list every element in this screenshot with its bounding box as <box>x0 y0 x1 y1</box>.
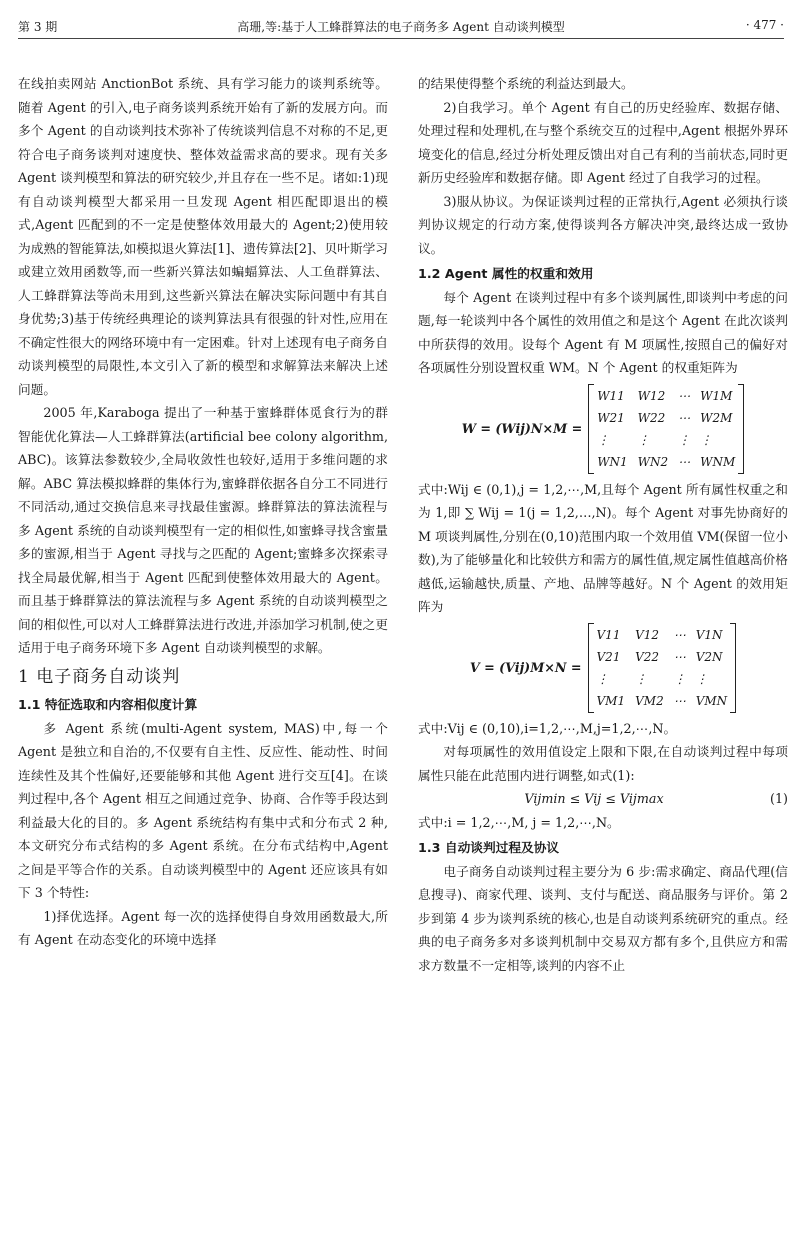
paragraph: 每个 Agent 在谈判过程中有多个谈判属性,即谈判中考虑的问题,每一轮谈判中各个属性的效用值之和是这个 Agent 在此次谈判中所获得的效用。设每个 Agent 有 M 项属性,按照自己的偏好对各项属性分别设置权重 WM。N 个 Agent 的权重矩阵为 <box>418 289 788 375</box>
matrix-cell: V12 <box>635 627 660 642</box>
running-header <box>18 10 784 39</box>
matrix-cell: W12 <box>637 388 666 403</box>
matrix-cell: ⋯ <box>673 627 686 642</box>
subsection-heading: 1.2 Agent 属性的权重和效用 <box>418 266 594 281</box>
matrix-cell: ⋯ <box>678 410 691 425</box>
matrix-cell: WN1 <box>597 454 628 469</box>
matrix-cell: V11 <box>596 627 621 642</box>
matrix-cell: W22 <box>637 410 666 425</box>
matrix-label: V = (Vij)M×N = <box>469 659 582 675</box>
matrix-cell: VM2 <box>635 693 664 708</box>
paragraph: 在线拍卖网站 AnctionBot 系统、具有学习能力的谈判系统等。随着 Agent 的引入,电子商务谈判系统开始有了新的发展方向。而多个 Agent 的自动谈判技术弥补了传统谈判信息不对称的不足,更符合电子商务谈判对速度快、整体效益需求高的要求。现有关多 Agent 谈判模型和算法的研究较少,并且存在一些不足。诸如:1)现有自动谈判模型大都采用一旦发现 Agent 相匹配即退出的模式,Agent 匹配到的不一定是使整体效用最大的 Agent;2)使用较为成熟的智能算法,如模拟退火算法[1]、遗传算法[2]、贝叶斯学习或建立效用函数等,而一些新兴算法如蝙蝠算法、人工鱼群算法、人工蜂群算法等尚未用到,这些新兴算法在解决实际问题中有其自身优势;3)基于传统经典理论的谈判算法具有很强的针对性,应用在不确定性很大的网络环境中有一定困难。针对上述现有电子商务自动谈判模型的局限性,本文引入了新的模型和求解算法来解决上述问题。 <box>18 76 388 397</box>
subsection-heading: 1.1 特征选取和内容相似度计算 <box>18 697 198 712</box>
matrix-cell: V1N <box>695 627 723 642</box>
matrix-cell: ⋯ <box>678 454 691 469</box>
right-column <box>418 72 788 977</box>
paragraph: 对每项属性的效用值设定上限和下限,在自动谈判过程中每项属性只能在此范围内进行调整,如式(1): <box>418 744 788 783</box>
matrix-cell: W21 <box>597 410 625 425</box>
matrix-cell: ⋯ <box>673 693 686 708</box>
equation-number: (1) <box>770 791 788 806</box>
paragraph: 2)自我学习。单个 Agent 有自己的历史经验库、数据存储、处理过程和处理机,在与整个系统交互的过程中,Agent 根据外界环境变化的信息,经过分析处理反馈出对自己有利的当前状态,同时更新历史经验库和数据存储。即 Agent 经过了自我学习的过程。 <box>418 99 788 185</box>
running-title: 高珊,等:基于人工蜂群算法的电子商务多 Agent 自动谈判模型 <box>237 20 565 34</box>
matrix-cell: VM1 <box>596 693 626 708</box>
paragraph: 式中:i = 1,2,⋯,M, j = 1,2,⋯,N。 <box>418 814 620 830</box>
equation-1 <box>418 787 788 811</box>
matrix-cell: ⋮ <box>678 432 691 447</box>
page-number: · 477 · <box>745 18 784 32</box>
matrix-label: W = (Wij)N×M = <box>461 420 583 436</box>
paragraph: 式中:Wij ∈ (0,1),j = 1,2,⋯,M,且每个 Agent 所有属性权重之和为 1,即 ∑ Wij = 1(j = 1,2,…,N)。每个 Agent 对事先协商好的 M 项谈判属性,分别在(0,10)范围内取一个效用值 VM(保留一位小数),为了能够量化和比较供方和需方的属性值,规定属性值越高价格越低,运输越快,质量、产地、品牌等越好。N 个 Agent 的效用矩阵为 <box>418 481 788 614</box>
issue-number: 第 3 期 <box>18 20 58 34</box>
weight-matrix <box>588 384 744 474</box>
matrix-cell: V22 <box>635 649 660 664</box>
matrix-cell: V21 <box>596 649 621 664</box>
matrix-cell: V2N <box>695 649 723 664</box>
paragraph: 式中:Vij ∈ (0,10),i=1,2,⋯,M,j=1,2,⋯,N。 <box>418 720 677 736</box>
left-column <box>18 72 388 952</box>
weight-matrix-equation <box>418 384 788 474</box>
paragraph: 多 Agent 系统(multi-Agent system, MAS)中,每一个 Agent 是独立和自治的,不仅要有自主性、反应性、能动性、时间连续性及其个性偏好,还要能够和其他 Agent 进行交互[4]。在谈判过程中,各个 Agent 相互之间通过竞争、协商、合作等手段达到利益最大化的目的。多 Agent 系统结构有集中式和分布式 2 种,本文研究分布式结构的多 Agent 系统。在分布式结构中,Agent 之间是平等合作的关系。自动谈判模型中的 Agent 还应该具有如下 3 个特性: <box>18 720 388 900</box>
matrix-cell: ⋮ <box>635 671 648 686</box>
subsection-heading: 1.3 自动谈判过程及协议 <box>418 840 560 855</box>
matrix-cell: W2M <box>700 410 733 425</box>
matrix-cell: VMN <box>695 693 728 708</box>
matrix-cell: W11 <box>597 388 625 403</box>
matrix-cell: ⋮ <box>700 432 713 447</box>
paragraph: 的结果使得整个系统的利益达到最大。 <box>418 76 634 91</box>
paragraph: 2005 年,Karaboga 提出了一种基于蜜蜂群体觅食行为的群智能优化算法—人工蜂群算法(artificial bee colony algorithm, ABC)。该算法参数较少,全局收敛性也较好,适用于多维问题的求解。ABC 算法模拟蜂群的集体行为,蜜蜂群依据各自分工不同进行不同活动,通过交换信息来寻找最佳蜜源。蜂群算法的算法流程与多 Agent 系统的自动谈判模型有一定的相似性,如蜜蜂寻找含蜜量多的蜜源,相当于 Agent 寻找与之匹配的 Agent;蜜蜂多次探索寻找全局最优解,相当于 Agent 匹配到使整体效用最大的 Agent。而且基于蜂群算法的算法流程与多 Agent 系统的自动谈判模型之间的相似性,可以对人工蜂群算法进行改进,并添加学习机制,使之更适用于电子商务环境下多 Agent 自动谈判模型的求解。 <box>18 405 388 655</box>
matrix-cell: WNM <box>700 454 736 469</box>
equation-body: Vijmin ≤ Vij ≤ Vijmax <box>524 791 664 806</box>
matrix-cell: ⋮ <box>695 671 708 686</box>
matrix-cell: ⋯ <box>673 649 686 664</box>
matrix-cell: W1M <box>700 388 733 403</box>
paragraph: 电子商务自动谈判过程主要分为 6 步:需求确定、商品代理(信息搜寻)、商家代理、谈判、支付与配送、商品服务与评价。第 2 步到第 4 步为谈判系统的核心,也是自动谈判系统研究的重点。经典的电子商务多对多谈判机制中交易双方都有多个,且供应方和需求方数量不一定相等,谈判的内容不止 <box>418 863 788 973</box>
paragraph: 1)择优选择。Agent 每一次的选择使得自身效用函数最大,所有 Agent 在动态变化的环境中选择 <box>18 908 388 947</box>
paragraph: 3)服从协议。为保证谈判过程的正常执行,Agent 必须执行谈判协议规定的行动方案,使得谈判各方解决冲突,最终达成一致协议。 <box>418 193 788 256</box>
matrix-cell: ⋮ <box>673 671 686 686</box>
utility-matrix <box>588 623 737 713</box>
matrix-cell: ⋮ <box>637 432 650 447</box>
matrix-cell: WN2 <box>637 454 669 469</box>
matrix-cell: ⋮ <box>597 432 610 447</box>
section-heading: 1 电子商务自动谈判 <box>18 666 181 687</box>
matrix-cell: ⋯ <box>678 388 691 403</box>
matrix-cell: ⋮ <box>596 671 609 686</box>
utility-matrix-equation <box>418 623 788 713</box>
